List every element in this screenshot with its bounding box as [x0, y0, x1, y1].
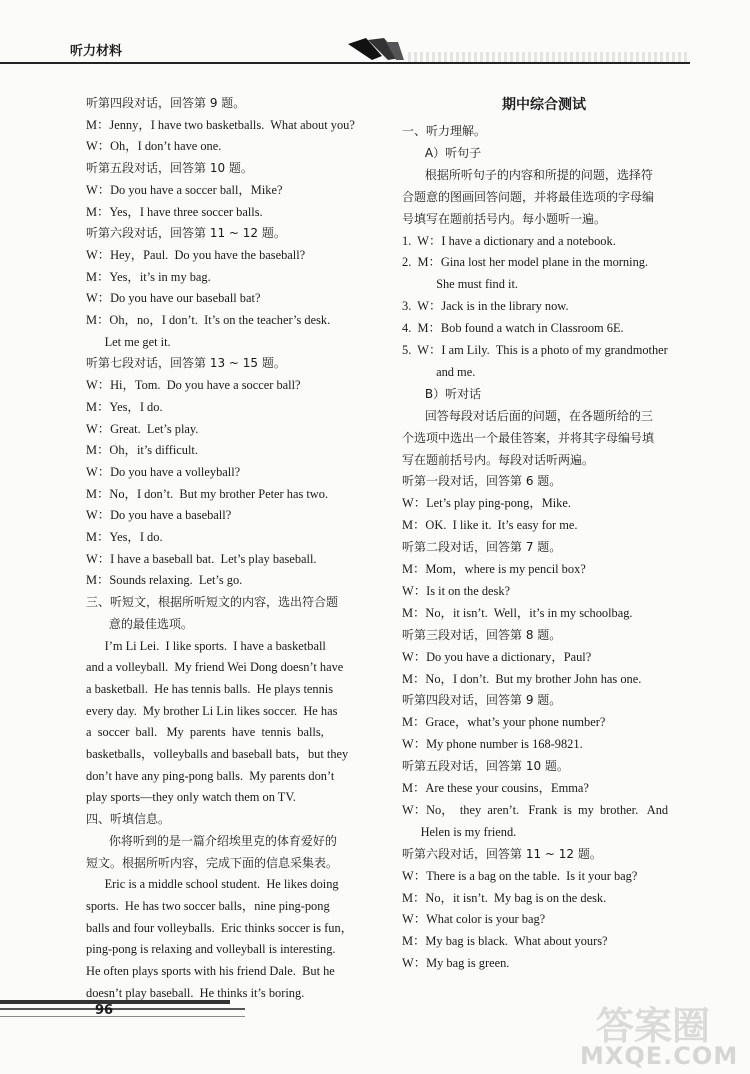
- text-line: every day. My brother Li Lin likes soccer. He has: [86, 703, 338, 718]
- text-line: W：Hey，Paul. Do you have the baseball?: [86, 247, 306, 262]
- text-line: don’t have any ping-pong balls. My parents don’t: [86, 768, 335, 783]
- text-line: 三、听短文，根据所听短文的内容，选出符合题: [86, 595, 339, 610]
- text-line: 听第四段对话，回答第 9 题。: [86, 96, 246, 110]
- text-line: 号填写在题前括号内。每小题听一遍。: [402, 211, 607, 226]
- text-line: basketballs，volleyballs and baseball bats，but they: [86, 747, 349, 761]
- text-line: doesn’t play baseball. He thinks it’s boring.: [86, 985, 305, 1000]
- text-line: 你将听到的是一篇介绍埃里克的体育爱好的: [86, 833, 337, 848]
- text-line: M：No，I don’t. But my brother John has one.: [402, 671, 642, 686]
- text-line: M：No，it isn’t. Well，it’s in my schoolbag.: [402, 605, 633, 620]
- text-line: W：There is a bag on the table. Is it your bag?: [402, 868, 638, 883]
- text-line: W：Is it on the desk?: [402, 583, 511, 598]
- header-label: 听力材料: [70, 44, 123, 59]
- footer-rule-3: [0, 1016, 245, 1017]
- text-line: 听第七段对话，回答第 13 ~ 15 题。: [86, 356, 286, 371]
- text-line: 听第四段对话，回答第 9 题。: [402, 693, 562, 708]
- text-line: B）听对话: [402, 386, 482, 401]
- text-line: 听第一段对话，回答第 6 题。: [402, 474, 562, 489]
- text-line: a basketball. He has tennis balls. He plays tennis: [86, 681, 334, 696]
- text-line: He often plays sports with his friend Dale. But he: [86, 964, 335, 978]
- text-line: M：Yes，I do.: [86, 399, 163, 414]
- text-line: 听第六段对话，回答第 11 ~ 12 题。: [402, 846, 602, 861]
- text-line: 听第六段对话，回答第 11 ~ 12 题。: [86, 226, 286, 241]
- text-line: and a volleyball. My friend Wei Dong doesn’t have: [86, 660, 344, 675]
- text-line: Helen is my friend.: [402, 824, 517, 839]
- text-line: Let me get it.: [86, 334, 171, 349]
- page-number: 96: [95, 1003, 114, 1018]
- text-line: M：Yes，I do.: [86, 530, 163, 544]
- header-rule: [0, 62, 690, 64]
- text-line: Eric is a middle school student. He likes doing: [86, 877, 339, 892]
- text-line: ping-pong is relaxing and volleyball is interesting.: [86, 942, 336, 957]
- text-line: and me.: [402, 364, 476, 379]
- text-line: 合题意的图画回答问题，并将最佳选项的字母编: [402, 189, 655, 204]
- text-line: 短文。根据所听内容，完成下面的信息采集表。: [86, 855, 339, 870]
- text-line: 意的最佳选项。: [86, 616, 193, 631]
- text-line: W：Let’s play ping-pong，Mike.: [402, 496, 571, 511]
- text-line: W：No， they aren’t. Frank is my brother. And: [402, 802, 669, 817]
- text-line: M：Yes，I have three soccer balls.: [86, 204, 263, 219]
- text-line: M：Sounds relaxing. Let’s go.: [86, 573, 243, 588]
- text-line: I’m Li Lei. I like sports. I have a basketball: [86, 638, 326, 653]
- text-line: 个选项中选出一个最佳答案，并将其字母编号填: [402, 430, 655, 445]
- text-line: W：Do you have our baseball bat?: [86, 291, 261, 306]
- text-line: She must find it.: [402, 277, 518, 292]
- header-decoration: [348, 38, 404, 62]
- watermark-url: MXQE.COM: [580, 1042, 739, 1070]
- text-line: 根据所听句子的内容和所提的问题，选择符: [402, 167, 653, 182]
- footer-rule-2: [0, 1008, 245, 1010]
- text-line: W：My phone number is 168-9821.: [402, 737, 583, 752]
- text-line: M：Grace，what’s your phone number?: [402, 715, 606, 730]
- text-line: W：I have a baseball bat. Let’s play baseball.: [86, 551, 317, 566]
- text-line: 听第三段对话，回答第 8 题。: [402, 627, 562, 642]
- footer-rule: [0, 1000, 230, 1004]
- text-line: M：Are these your cousins，Emma?: [402, 781, 589, 795]
- header-stripes: [408, 52, 690, 62]
- text-line: M：Yes，it’s in my bag.: [86, 269, 211, 284]
- text-line: 四、听填信息。: [86, 812, 171, 827]
- text-line: 1. W：I have a dictionary and a notebook.: [402, 233, 616, 248]
- text-line: W：Hi，Tom. Do you have a soccer ball?: [86, 378, 301, 393]
- text-line: W：What color is your bag?: [402, 912, 546, 927]
- text-line: 一、听力理解。: [402, 124, 487, 138]
- text-line: play sports—they only watch them on TV.: [86, 790, 296, 805]
- text-line: 4. M：Bob found a watch in Classroom 6E.: [402, 321, 624, 336]
- text-line: W：Do you have a volleyball?: [86, 464, 241, 479]
- text-line: 2. M：Gina lost her model plane in the morning.: [402, 255, 649, 270]
- text-line: W：Great. Let’s play.: [86, 421, 199, 436]
- watermark-logo: 答案圈: [596, 1004, 711, 1048]
- text-line: M：No，I don’t. But my brother Peter has two.: [86, 486, 329, 501]
- text-line: W：Oh，I don’t have one.: [86, 139, 222, 154]
- text-line: M：Oh，no，I don’t. It’s on the teacher’s desk.: [86, 313, 331, 327]
- text-line: M：OK. I like it. It’s easy for me.: [402, 518, 578, 533]
- text-line: 3. W：Jack is in the library now.: [402, 299, 569, 314]
- text-line: M：My bag is black. What about yours?: [402, 934, 608, 949]
- text-line: M：Oh，it’s difficult.: [86, 443, 198, 458]
- text-line: 听第五段对话，回答第 10 题。: [86, 161, 253, 176]
- text-line: W：My bag is green.: [402, 956, 510, 971]
- text-line: M：No，it isn’t. My bag is on the desk.: [402, 890, 607, 905]
- text-line: 5. W：I am Lily. This is a photo of my grandmother: [402, 343, 668, 357]
- text-line: 听第五段对话，回答第 10 题。: [402, 759, 569, 774]
- text-line: 回答每段对话后面的问题，在各题所给的三: [402, 408, 653, 423]
- text-line: 听第二段对话，回答第 7 题。: [402, 540, 562, 555]
- text-line: M：Jenny，I have two basketballs. What about you?: [86, 117, 355, 132]
- text-line: A）听句子: [402, 145, 482, 160]
- text-line: a soccer ball. My parents have tennis balls,: [86, 725, 324, 740]
- text-line: M：Mom，where is my pencil box?: [402, 562, 586, 576]
- text-line: W：Do you have a soccer ball，Mike?: [86, 182, 283, 197]
- section-title: 期中综合测试: [502, 97, 586, 113]
- text-line: 写在题前括号内。每段对话听两遍。: [402, 452, 595, 467]
- text-line: W：Do you have a baseball?: [86, 508, 232, 523]
- text-line: sports. He has two soccer balls，nine ping-pong: [86, 898, 330, 913]
- text-line: W：Do you have a dictionary，Paul?: [402, 649, 592, 664]
- text-line: balls and four volleyballs. Eric thinks soccer is fun，: [86, 920, 354, 935]
